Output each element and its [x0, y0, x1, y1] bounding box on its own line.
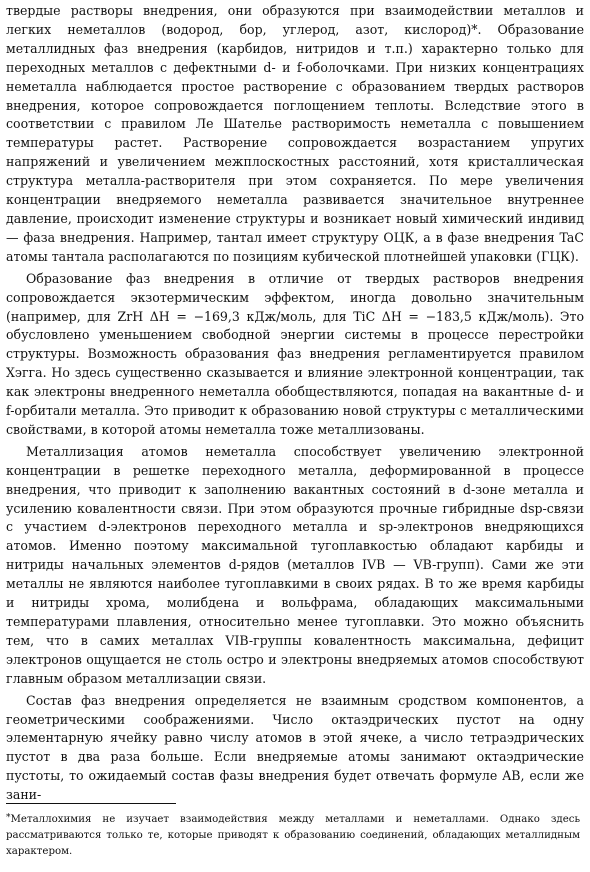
page-body	[6, 2, 584, 805]
paragraph-2: Образование фаз внедрения в отличие от твердых растворов внедрения сопровождается экзотермическим эффектом, иногда довольно значительным (например, для ZrH ΔH = −169,3 кДж/моль, для TiC ΔH = −183,5 кДж/моль). Это обусловлено уменьшением свободной энергии системы в процессе перестройки структуры. Возможность образования фаз внедрения регламентируется правилом Хэгга. Но здесь существенно сказывается и влияние электронной концентрации, так как электроны внедренного неметалла обобществляются, попадая на вакантные d- и f-орбитали металла. Это приводит к образованию новой структуры с металлическими свойствами, в которой атомы неметалла тоже металлизованы.	[6, 270, 584, 437]
paragraph-1: твердые растворы внедрения, они образуются при взаимодействии металлов и легких неметаллов (водород, бор, углерод, азот, кислород)*. Образование металлидных фаз внедрения (карбидов, нитридов и т.п.) характерно только для переходных металлов с дефектными d- и f-оболочками. При низких концентрациях неметалла наблюдается простое растворение с образованием твердых растворов внедрения, которое сопровождается поглощением теплоты. Вследствие этого в соответствии с правилом Ле Шателье растворимость неметалла с повышением температуры растет. Растворение сопровождается возрастанием упругих напряжений и увеличением межплоскостных расстояний, хотя кристаллическая структура металла-растворителя при этом сохраняется. По мере увеличения концентрации внедряемого неметалла развивается значительное внутреннее давление, происходит изменение структуры и возникает новый химический индивид — фаза внедрения. Например, тантал имеет структуру ОЦК, а в фазе внедрения TaC атомы тантала располагаются по позициям кубической плотнейшей упаковки (ГЦК).	[6, 3, 584, 264]
footnote-separator	[6, 803, 176, 804]
footnote-text: Металлохимия не изучает взаимодействия между металлами и неметаллами. Однако здесь рассматриваются только те, которые приводят к образованию соединений, обладающих металлидным характером.	[6, 814, 580, 858]
footnote	[6, 810, 580, 861]
paragraph-3: Металлизация атомов неметалла способствует увеличению электронной концентрации в решетке переходного металла, деформированной в процессе внедрения, что приводит к заполнению вакантных состояний в d-зоне металла и усилению ковалентности связи. При этом образуются прочные гибридные dsp-связи с участием d-электронов переходного металла и sp-электронов внедряющихся атомов. Именно поэтому максимальной тугоплавкостью обладают карбиды и нитриды начальных элементов d-рядов (металлов IVB — VB-групп). Сами же эти металлы не являются наиболее тугоплавкими в своих рядах. В то же время карбиды и нитриды хрома, молибдена и вольфрама, обладающих максимальными температурами плавления, относительно менее тугоплавки. Это можно объяснить тем, что в самих металлах VIB-группы ковалентность максимальна, дефицит электронов ощущается не столь остро и электроны внедряемых атомов способствуют главным образом металлизации связи.	[6, 443, 584, 686]
footnote-mark: *	[6, 813, 11, 823]
paragraph-4: Состав фаз внедрения определяется не взаимным сродством компонентов, а геометрическими соображениями. Число октаэдрических пустот на одну элементарную ячейку равно числу атомов в этой ячеке, а число тетраэдрических пустот в два раза больше. Если внедряемые атомы занимают октаэдрические пустоты, то ожидаемый состав фазы внедрения будет отвечать формуле AB, если же зани-	[6, 692, 584, 803]
